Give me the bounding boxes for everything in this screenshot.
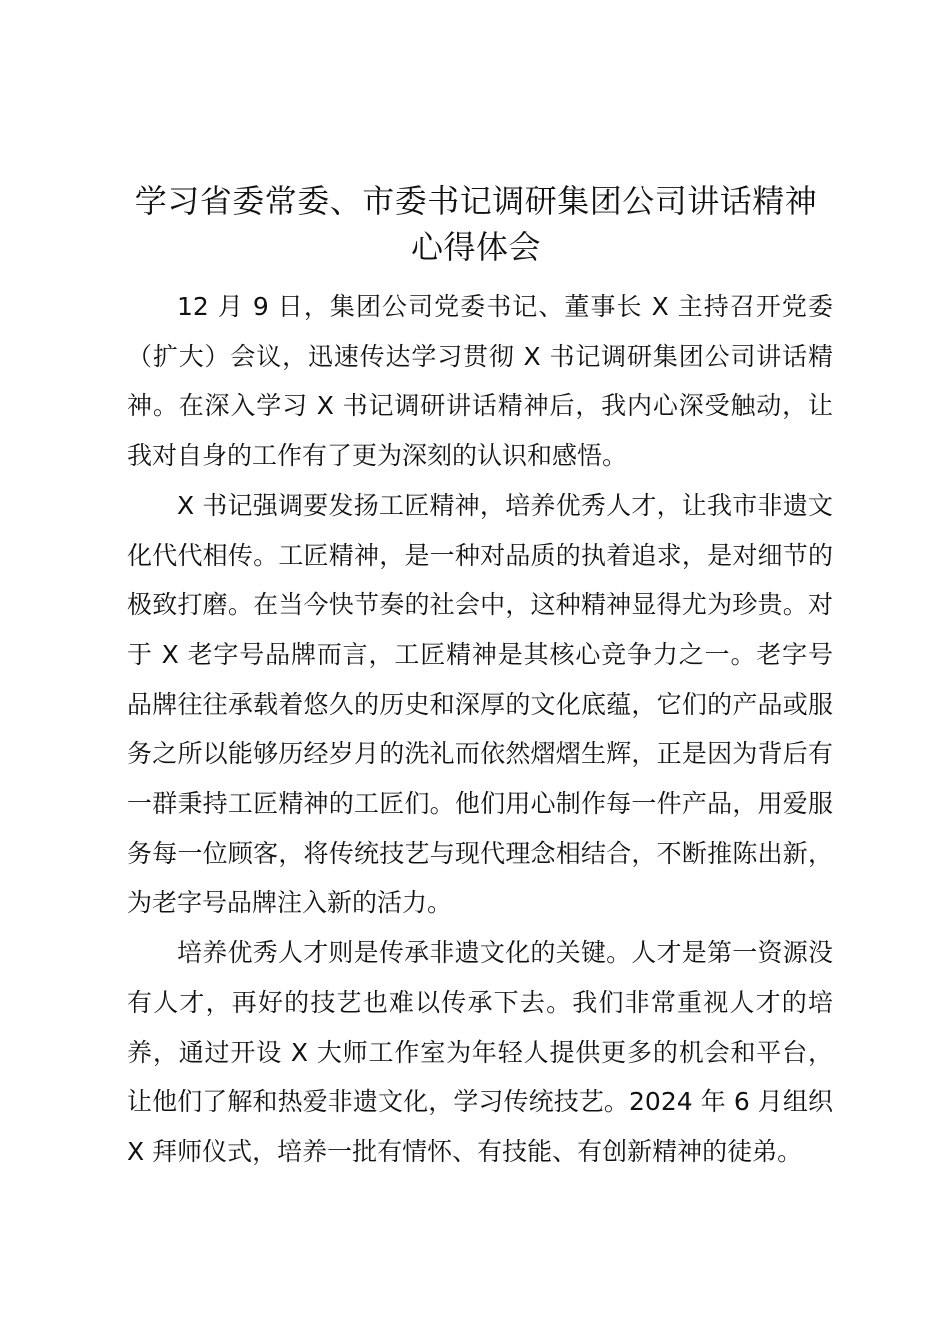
paragraph-1: 12 月 9 日，集团公司党委书记、董事长 X 主持召开党委（扩大）会议，迅速传达学习贯彻 X 书记调研集团公司讲话精神。在深入学习 X 书记调研讲话精神后，我内心深受触动，让我对自身的工作有了更为深刻的认识和感悟。 — [127, 292, 833, 471]
paragraph-2: X 书记强调要发扬工匠精神，培养优秀人才，让我市非遗文化代代相传。工匠精神，是一种对品质的执着追求，是对细节的极致打磨。在当今快节奏的社会中，这种精神显得尤为珍贵。对于 X 老字号品牌而言，工匠精神是其核心竞争力之一。老字号品牌往往承载着悠久的历史和深厚的文化底蕴，它们的产品或服务之所以能够历经岁月的洗礼而依然熠熠生辉，正是因为背后有一群秉持工匠精神的工匠们。他们用心制作每一件产品，用爱服务每一位顾客，将传统技艺与现代理念相结合，不断推陈出新，为老字号品牌注入新的活力。 — [127, 490, 833, 918]
document-title: 学习省委常委、市委书记调研集团公司讲话精神心得体会 — [134, 182, 818, 266]
document-body — [127, 282, 833, 1177]
paragraph-3: 培养优秀人才则是传承非遗文化的关键。人才是第一资源没有人才，再好的技艺也难以传承下去。我们非常重视人才的培养，通过开设 X 大师工作室为年轻人提供更多的机会和平台，让他们了解和热爱非遗文化，学习传统技艺。2024 年 6 月组织 X 拜师仪式，培养一批有情怀、有技能、有创新精神的徒弟。 — [127, 938, 833, 1166]
